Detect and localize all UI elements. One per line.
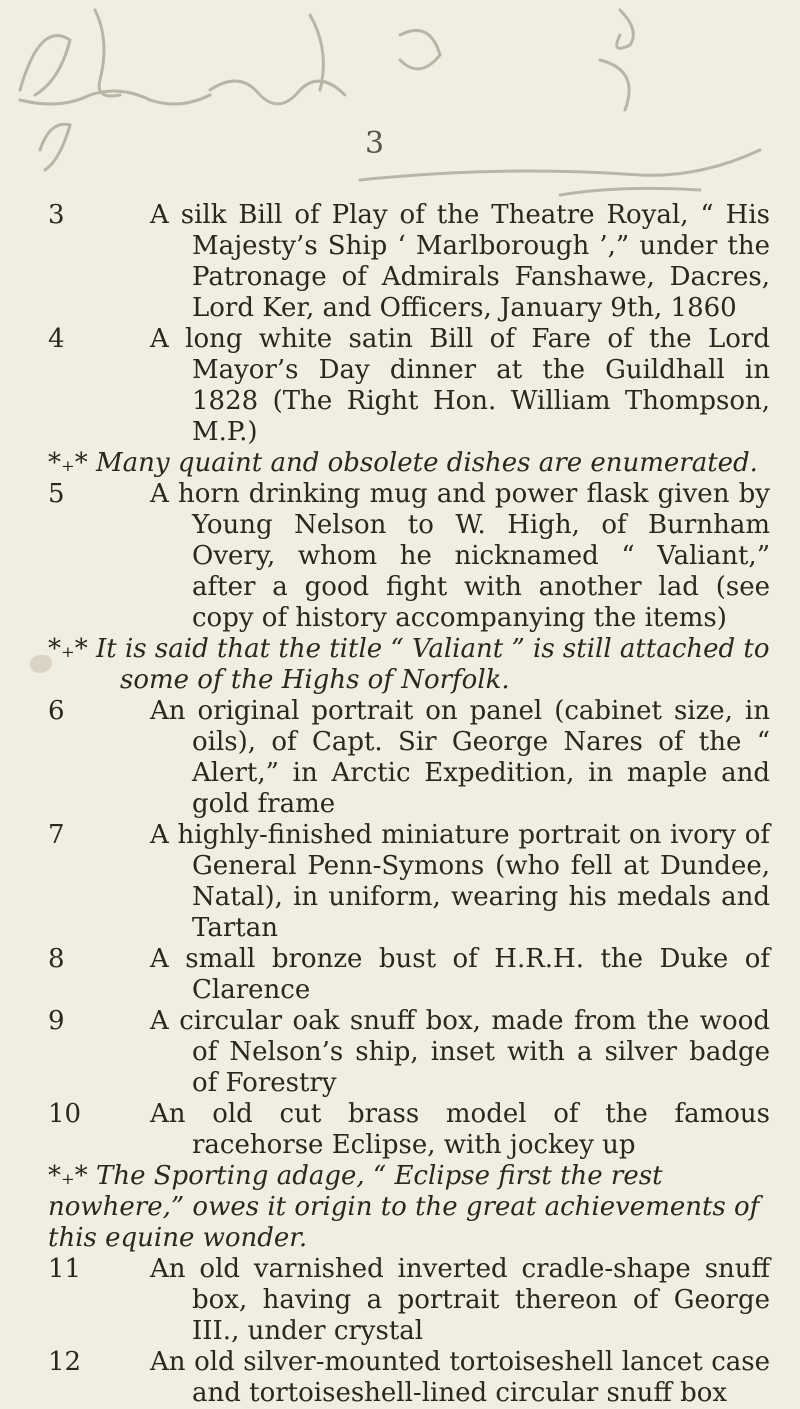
lot-entry — [0, 944, 800, 1006]
lot-number: 4 — [48, 324, 65, 354]
lot-description: An old cut brass model of the famous racehorse Eclipse, with jockey up — [150, 1099, 770, 1160]
catalogue-text — [0, 200, 800, 1409]
lot-description: A horn drinking mug and power flask given by Young Nelson to W. High, of Burnham Overy, whom he nicknamed “ Valiant,” after a good fight with another lad (see copy of history accompanying the items) — [150, 479, 770, 633]
lot-description: An old varnished inverted cradle-shape snuff box, having a portrait thereon of George III., under crystal — [150, 1254, 770, 1346]
lot-number: 8 — [48, 944, 65, 974]
lot-number: 11 — [48, 1254, 82, 1284]
lot-description: A circular oak snuff box, made from the wood of Nelson’s ship, inset with a silver badge of Forestry — [150, 1006, 770, 1098]
lot-entry — [0, 200, 800, 324]
lot-entry — [0, 820, 800, 944]
note-asterisks: *₊* — [48, 448, 88, 478]
page-number: 3 — [365, 126, 385, 161]
lot-entry — [0, 479, 800, 634]
lot-number: 9 — [48, 1006, 65, 1036]
lot-number: 10 — [48, 1099, 82, 1129]
lot-number: 6 — [48, 696, 65, 726]
handwriting-bleed-through — [0, 0, 800, 210]
lot-description: A silk Bill of Play of the Theatre Royal, “ His Majesty’s Ship ‘ Marlborough ’,” under the Patronage of Admirals Fanshawe, Dacres, Lord Ker, and Officers, January 9th, 1860 — [150, 200, 770, 323]
lot-entry — [0, 324, 800, 448]
note-text: Many quaint and obsolete dishes are enumerated. — [96, 448, 758, 478]
lot-number: 5 — [48, 479, 65, 509]
lot-number: 12 — [48, 1347, 82, 1377]
note-asterisks: *₊* — [48, 1161, 88, 1191]
lot-number: 7 — [48, 820, 65, 850]
lot-entry — [0, 1006, 800, 1099]
lot-entry — [0, 1099, 800, 1161]
lot-number: 3 — [48, 200, 65, 230]
editorial-note — [48, 1161, 770, 1254]
note-asterisks: *₊* — [48, 634, 88, 664]
lot-description: An original portrait on panel (cabinet size, in oils), of Capt. Sir George Nares of the “ Alert,” in Arctic Expedition, in maple and gold frame — [150, 696, 770, 819]
lot-entry — [0, 1347, 800, 1409]
lot-description: A small bronze bust of H.R.H. the Duke of Clarence — [150, 944, 770, 1005]
editorial-note — [48, 448, 770, 479]
lot-entry — [0, 696, 800, 820]
note-text: It is said that the title “ Valiant ” is still attached to some of the Highs of Norfolk. — [96, 634, 770, 695]
lot-description: A long white satin Bill of Fare of the Lord Mayor’s Day dinner at the Guildhall in 1828 (The Right Hon. William Thompson, M.P.) — [150, 324, 770, 447]
lot-description: An old silver-mounted tortoiseshell lancet case and tortoiseshell-lined circular snuff box — [150, 1347, 770, 1408]
lot-description: A highly-finished miniature portrait on ivory of General Penn-Symons (who fell at Dundee, Natal), in uniform, wearing his medals and Tartan — [150, 820, 770, 943]
lot-entry — [0, 1254, 800, 1347]
note-text: The Sporting adage, “ Eclipse first the rest nowhere,” owes it origin to the great achievements of this equine wonder. — [48, 1161, 760, 1253]
editorial-note — [48, 634, 770, 696]
